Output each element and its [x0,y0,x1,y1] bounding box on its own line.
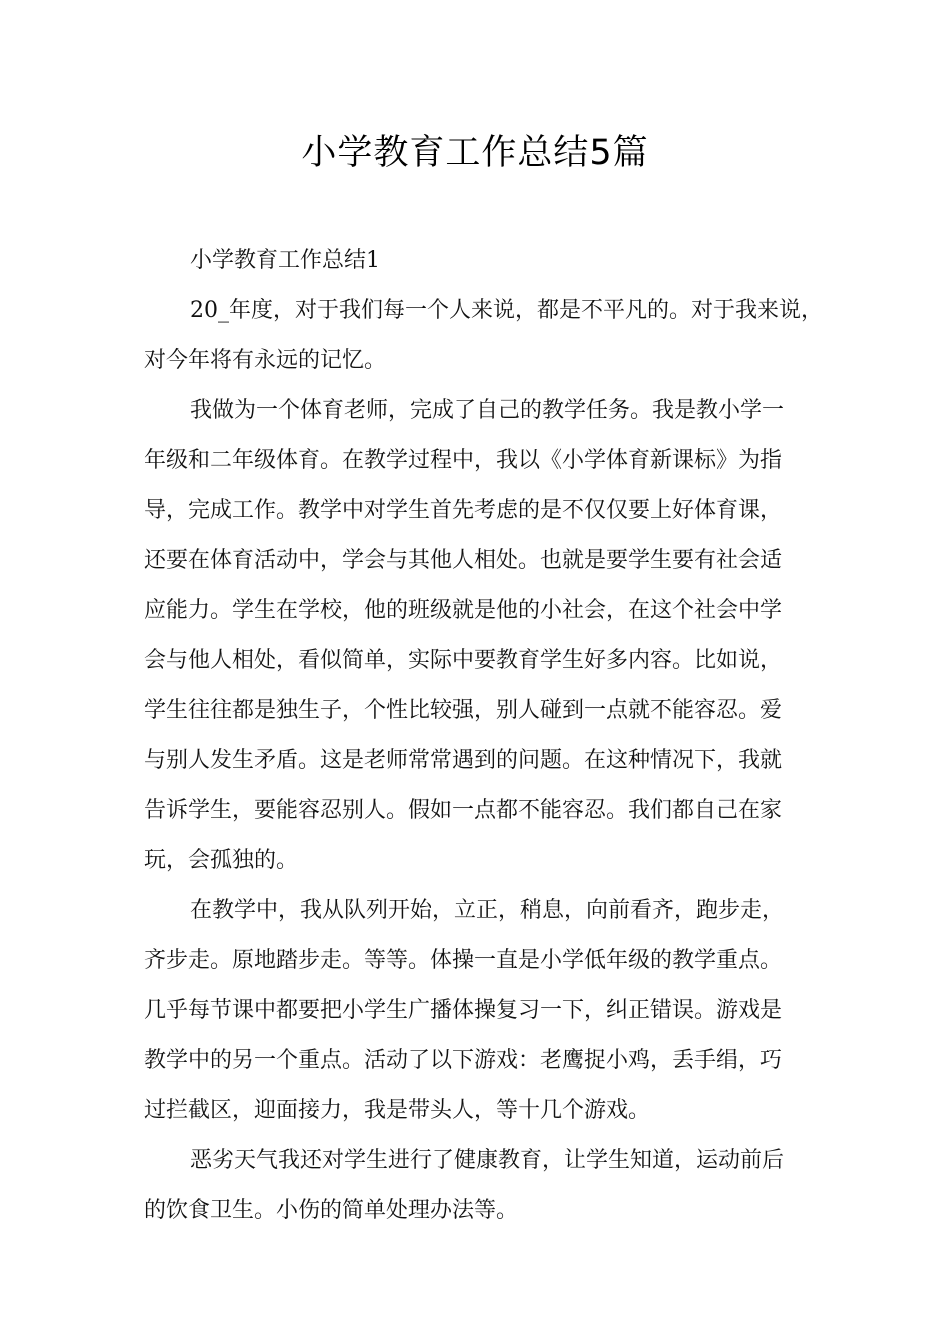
paragraph-line: 恶劣天气我还对学生进行了健康教育，让学生知道，运动前后 [190,1148,785,1173]
paragraph-line: 对今年将有永远的记忆。 [144,348,387,373]
paragraph-line: 在教学中，我从队列开始，立正，稍息，向前看齐，跑步走， [190,898,785,923]
paragraph-line: 应能力。学生在学校，他的班级就是他的小社会，在这个社会中学 [144,598,783,623]
paragraph-line: 学生往往都是独生子，个性比较强，别人碰到一点就不能容忍。爱 [144,698,783,723]
paragraph-line: 会与他人相处，看似简单，实际中要教育学生好多内容。比如说， [144,648,783,673]
paragraph-line: 的饮食卫生。小伤的简单处理办法等。 [144,1198,519,1223]
paragraph-line: 告诉学生，要能容忍别人。假如一点都不能容忍。我们都自己在家 [144,798,783,823]
page-title: 小学教育工作总结5篇 [301,133,649,173]
paragraph-2 [144,386,808,886]
paragraph-line: 齐步走。原地踏步走。等等。体操一直是小学低年级的教学重点。 [144,948,783,973]
paragraph-line: 过拦截区，迎面接力，我是带头人，等十几个游戏。 [144,1098,651,1123]
paragraph-1 [144,286,823,386]
paragraph-line: 导，完成工作。教学中对学生首先考虑的是不仅仅要上好体育课， [144,498,783,523]
paragraph-line: 与别人发生矛盾。这是老师常常遇到的问题。在这种情况下，我就 [144,748,783,773]
paragraph-line: 年级和二年级体育。在教学过程中，我以《小学体育新课标》为指 [144,448,783,473]
paragraph-line: 几乎每节课中都要把小学生广播体操复习一下，纠正错误。游戏是 [144,998,783,1023]
paragraph-3 [144,886,808,1136]
paragraph-4 [144,1136,808,1236]
paragraph-line: 我做为一个体育老师，完成了自己的教学任务。我是教小学一 [190,398,785,423]
paragraph-line: 还要在体育活动中，学会与其他人相处。也就是要学生要有社会适 [144,548,783,573]
document-body [144,236,823,1236]
paragraph-line: 玩，会孤独的。 [144,848,299,873]
paragraph-line: 教学中的另一个重点。活动了以下游戏：老鹰捉小鸡，丢手绢，巧 [144,1048,783,1073]
paragraph-line: 20_年度，对于我们每一个人来说，都是不平凡的。对于我来说， [190,298,823,323]
section-heading: 小学教育工作总结1 [190,248,380,273]
